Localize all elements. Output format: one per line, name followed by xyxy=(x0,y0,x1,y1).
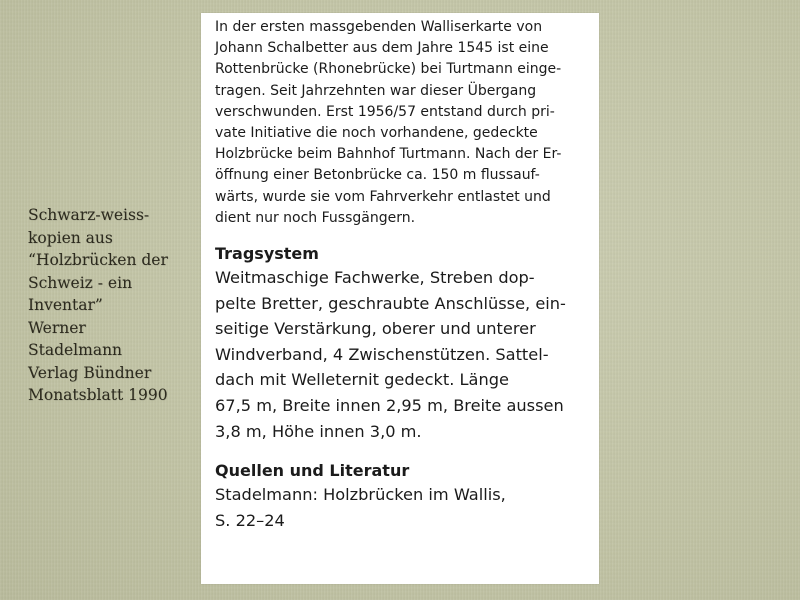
caption-line: “Holzbrücken der xyxy=(28,251,168,269)
text-line: Stadelmann: Holzbrücken im Wallis, xyxy=(215,485,506,505)
text-line: dach mit Welleternit gedeckt. Länge xyxy=(215,370,509,390)
text-line: Weitmaschige Fachwerke, Streben dop- xyxy=(215,268,535,288)
intro-paragraph xyxy=(215,17,593,229)
text-line: seitige Verstärkung, oberer und unterer xyxy=(215,319,536,339)
text-line: wärts, wurde sie vom Fahrverkehr entlastet und xyxy=(215,188,551,205)
text-line: Johann Schalbetter aus dem Jahre 1545 ist eine xyxy=(215,40,549,57)
text-line: 3,8 m, Höhe innen 3,0 m. xyxy=(215,421,422,441)
text-line: dient nur noch Fussgängern. xyxy=(215,209,416,226)
text-line: In der ersten massgebenden Walliserkarte von xyxy=(215,19,543,35)
scanned-document xyxy=(201,13,599,584)
quellen-heading: Quellen und Literatur xyxy=(215,461,410,481)
text-line: Rottenbrücke (Rhonebrücke) bei Turtmann einge- xyxy=(215,61,562,78)
caption-line: Werner xyxy=(28,318,86,337)
caption-line: Verlag Bündner xyxy=(28,363,152,382)
caption-line: Monatsblatt 1990 xyxy=(28,386,168,404)
text-line: Holzbrücke beim Bahnhof Turtmann. Nach der Er- xyxy=(215,146,562,163)
text-line: S. 22–24 xyxy=(215,510,285,530)
tragsystem-paragraph xyxy=(215,265,593,444)
caption-line: Schwarz-weiss- xyxy=(28,206,150,224)
text-line: tragen. Seit Jahrzehnten war dieser Übergang xyxy=(215,82,537,99)
text-line: öffnung einer Betonbrücke ca. 150 m flussauf- xyxy=(215,167,540,184)
caption-line: Stadelmann xyxy=(28,341,123,359)
caption-line: Schweiz - ein xyxy=(28,273,133,292)
tragsystem-heading: Tragsystem xyxy=(215,244,319,264)
text-line: pelte Bretter, geschraubte Anschlüsse, ein- xyxy=(215,293,566,313)
text-line: Windverband, 4 Zwischenstützen. Sattel- xyxy=(215,344,549,364)
caption xyxy=(28,204,198,407)
quellen-paragraph xyxy=(215,482,593,533)
text-line: verschwunden. Erst 1956/57 entstand durch pri- xyxy=(215,103,555,120)
caption-line: Inventar” xyxy=(28,296,103,314)
caption-line: kopien aus xyxy=(28,228,113,247)
text-line: 67,5 m, Breite innen 2,95 m, Breite aussen xyxy=(215,396,564,415)
text-line: vate Initiative die noch vorhandene, gedeckte xyxy=(215,125,538,142)
